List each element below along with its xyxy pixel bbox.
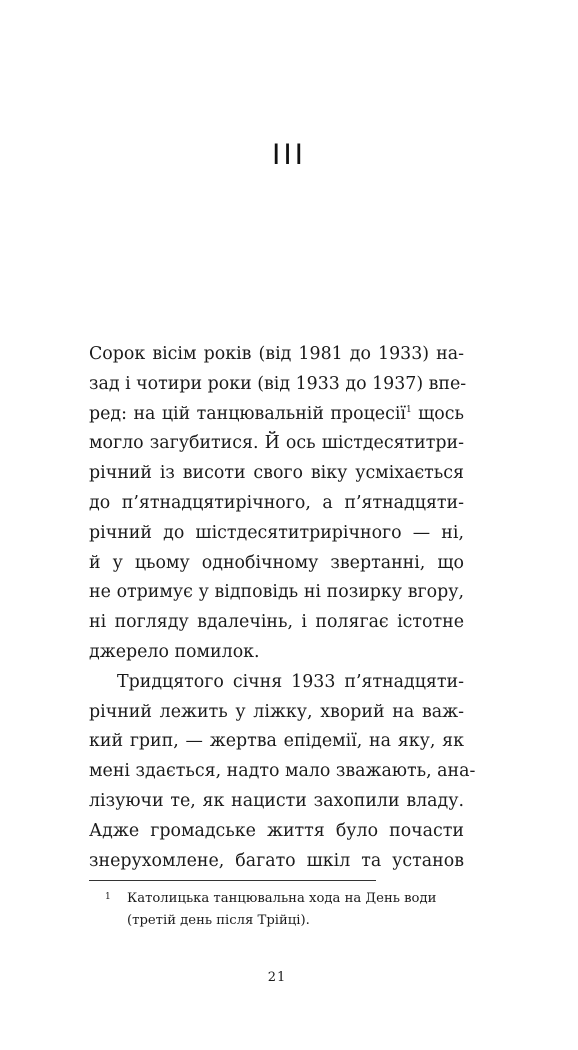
text-line: мені здається, надто мало зважають, ана- — [89, 761, 476, 782]
chapter-number: III — [271, 138, 306, 171]
text-line: джерело помилок. — [89, 641, 260, 662]
text-line: лізуючи те, як нацисти захопили владу. — [89, 790, 464, 811]
text-line: могло загубитися. Й ось шістдесятитри- — [89, 433, 464, 454]
text-line: Сорок вісім років (від 1981 до 1933) на- — [89, 344, 464, 364]
text-line: до п’ятнадцятирічного, а п’ятнадцяти- — [89, 492, 464, 513]
footnote-line: Католицька танцювальна хода на День води — [127, 891, 437, 906]
text-line: Адже громадське життя було почасти — [89, 820, 464, 841]
body-text — [89, 340, 476, 876]
text-line: й у цьому однобічному звертанні, що — [89, 552, 464, 573]
text-line: кий грип, — жертва епідемії, на яку, як — [89, 731, 464, 752]
text-line — [89, 400, 464, 430]
text-line: ні погляду вдалечінь, і полягає істотне — [89, 612, 464, 633]
text-line: Тридцятого січня 1933 п’ятнадцяти- — [117, 671, 464, 692]
footnote-marker: 1 — [105, 892, 111, 902]
text-line: річний до шістдесятитрирічного — ні, — [89, 522, 464, 543]
footnote — [89, 888, 464, 932]
text-line: знерухомлене, багато шкіл та установ — [89, 850, 464, 871]
page-number: 21 — [267, 970, 287, 985]
text-fragment: щось — [418, 403, 464, 424]
text-line: не отримує у відповідь ні позирку вгору, — [89, 582, 464, 603]
footnote-reference[interactable]: 1 — [405, 404, 412, 415]
footnote-divider — [89, 880, 376, 881]
text-line: річний із висоти свого віку усміхається — [89, 463, 464, 484]
text-line: зад і чотири роки (від 1933 до 1937) впе- — [89, 373, 467, 394]
text-line: річний лежить у ліжку, хворий на важ- — [89, 701, 464, 722]
text-fragment: ред: на цій танцювальній процесії — [89, 403, 406, 424]
footnote-line: (третій день після Трійці). — [127, 913, 310, 928]
